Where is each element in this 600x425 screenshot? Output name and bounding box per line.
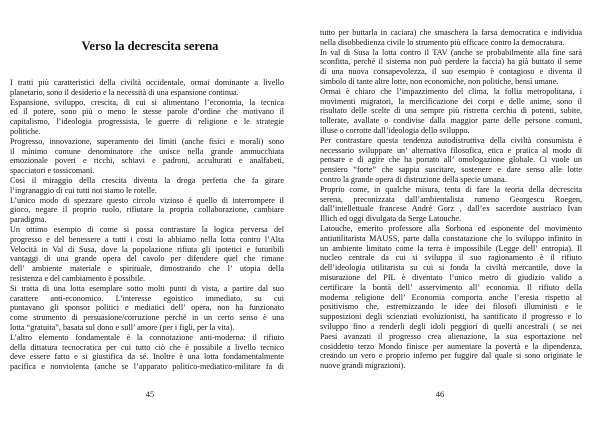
text-line: necessario sviluppare un’ alternativa filosofica, etica e pratica al modo di [320,145,582,155]
paragraph [320,185,582,224]
text-line: deve essere fatto e si giustifica da sé. Inoltre è una lotta fondamentalmente [10,352,284,362]
text-line: L’unico modo di spezzare questo circolo vizioso è quello di interrompere il [10,195,284,205]
text-line: sviluppo fino a renderli degli idoli peggiori di quelli ancestrali ( se nei [320,321,582,331]
text-line: emozionale poveri e ricchi, schiavi e padroni, acculturati e analfabeti, [10,156,284,166]
text-line: movimenti migratori, la mercificazione dei corpi e delle anime, sono il [320,96,582,106]
page-body [10,78,284,372]
text-line: spacciatori e tossicomani. [10,166,95,176]
text-line: Espansione, sviluppo, crescita, di cui si alimentano l’economia, la tecnica [10,97,284,107]
text-line: Paesi avanzati il progresso crea alienazione, la sua esportazione nel [320,331,582,341]
paragraph [10,333,284,372]
text-line: pacifica e nonviolenta (anche se l’apparato politico-mediatico-militare fa di [10,362,284,372]
paragraph [10,78,284,98]
text-line: politiche. [10,126,41,136]
text-line: Proprio come, in qualche misura, tenta di fare la teoria della decrescita [320,184,582,194]
text-line: In val di Susa la lotta contro il TAV (anche se probabilmente alla fine sarà [320,47,582,57]
paragraph [320,87,582,136]
text-line: I tratti più caratteristici della civiltà occidentale, ormai dominante a livello [10,78,284,87]
text-line: L’altro elemento fondamentale è la connotazione anti-moderna: il rifiuto [10,332,284,342]
text-line: ed il potere, sono più o meno le stesse parole d’ordine che motivano il [10,107,284,117]
paragraph [10,98,284,137]
text-line: nella disobbedienza civile lo strumento più efficace contro la democratura. [320,37,565,47]
text-line: Velocità in Val di Susa, dove la popolazione rifiuta gli ipotetici e futuribili [10,244,284,254]
text-line: l’ingranaggio di cui tutti noi siamo le rotelle. [10,185,157,195]
text-line: Latouche, emerito professore alla Sorbona ed esponente del movimento [320,223,582,233]
text-line: Progresso, innovazione, superamento dei limiti (anche fisici e morali) sono [10,136,284,146]
paragraph [320,48,582,87]
text-line: capitalismo, l’ideologia progressista, le guerre di religione e le strategie [10,117,284,127]
text-line: di una nuova consapevolezza, il suo esempio è contagioso e diventa il [320,67,582,77]
paragraph [10,196,284,225]
paragraph [10,225,284,284]
text-line: pensare e di agire che ha portato all’ omologazione globale. Ci vuole un [320,155,582,165]
text-line: Così il miraggio della crescita diventa la droga perfetta che fa girare [10,175,284,185]
page-right [300,0,600,425]
text-line: positivismo che, estremizzando le idee dei filosofi illuministi e le [320,302,582,312]
text-line: dell’ ambiente materiale e spirituale, dimostrando che l’ utopia della [10,264,284,274]
text-line: Per contrastare questa tendenza autodistruttiva della civiltà consumista è [320,135,582,145]
text-line: pensiero “forte” che sappia suscitare, sostenere e dare senso alle lotte [320,165,582,175]
paragraph [10,176,284,196]
text-line: supposizioni degli scienziati evoluzionisti, ha santificato il progresso e lo [320,312,582,322]
text-line: contro la grande opera di distruzione della specie umana. [320,174,507,184]
chapter-title: Verso la decrescita serena [81,39,219,53]
text-line: progresso e del benessere a tutti i costi lo abbiamo nella lotta contro l’Alta [10,234,284,244]
paragraph [10,284,284,333]
text-line: paradigma. [10,215,47,225]
text-line: Si tratta di una lotta esemplare sotto molti punti di vista, a partire dal suo [10,283,284,293]
text-line: tutto per buttarla in caciara) che smaschera la farsa democratica e individua [320,28,582,37]
paragraph [10,137,284,176]
text-line: risultato delle scelte di una sempre più ristretta cerchia di potenti, subite, [320,106,582,116]
text-line: nucleo centrale da cui si sviluppa il suo ragionamento è il rifiuto [320,253,582,263]
paragraph [320,136,582,185]
text-line: dall’intellettuale francese André Gorz , dall’ex sacerdote austriaco Ivan [320,204,582,214]
text-line: un ambiente limitato come la terra è impossibile (Legge dell’ entropia). Il [320,243,582,253]
text-line: planetario, sono il desiderio e la necessità di una espansione continua. [10,87,239,97]
text-line: resistenza e del cambiamento è possibile. [10,273,146,283]
text-line: illuse o corrotte dall’ideologia dello sviluppo. [320,125,470,135]
text-line: Illich ed oggi divulgata da Serge Latouche. [320,214,462,224]
text-line: certificare la bontà dell’ asservimento all’ economia. Il rifiuto della [320,282,582,292]
text-line: il minimo comune denominatore che unisce nella grande ammucchiata [10,146,284,156]
paragraph [320,224,582,371]
text-line: moderna religione dell’ Economia comporta anche l’eresia rispetto al [320,292,582,302]
text-line: carattere anti-economico. L’interesse egoistico immediato, su cui [10,293,284,303]
text-line: dell’ideologia utilitarista su cui si fonda la civiltà mercantile, dove la [320,263,582,273]
text-line: vantaggi di una grande opera del cavolo per difendere quel che rimane [10,254,284,264]
text-line: creando un vero e proprio inferno per fuggire dal quale si sono originate le [320,351,582,361]
text-line: cosiddetto terzo Mondo finisce per aumentare la povertà e la dipendenza, [320,341,582,351]
page-body [320,28,582,371]
text-line: gioco, negare il proprio ruolo, rifiutare la propria collaborazione, cambiare [10,205,284,215]
text-line: simbolo di tante altre lotte, non economiche, non politiche, bensì umane. [320,76,559,86]
text-line: serena, preconizzata dall’ambientalista rumeno Georgescu Roegen, [320,194,582,204]
page-number: 45 [145,389,155,399]
page-number: 46 [435,389,445,399]
text-line: come strumento di persuasione/corruzione perché in un certo senso è una [10,313,284,323]
text-line: della dittatura tecnocratica per cui tutto ciò che è possibile a livello tecnico [10,342,284,352]
text-line: puntavano gli sponsor politici e mediatici dell’ opera, non ha funzionato [10,303,284,313]
text-line: antiutilitarista MAUSS, parte dalla constatazione che lo sviluppo infinito in [320,233,582,243]
text-line: Ormai è chiaro che l’impazzimento del clima, la follia metropolitana, i [320,86,582,96]
text-line: misurazione del PIL è diventato l’unico metro di giudizio valido a [320,272,582,282]
text-line: Un ottimo esempio di come si possa contrastare la logica perversa del [10,224,284,234]
text-line: sconfitta, perché il sistema non può perdere la faccia) ha già buttato il seme [320,57,582,67]
paragraph [320,28,582,48]
text-line: nuove grandi migrazioni). [320,361,406,371]
text-line: tollerate, avallate o condivise dalla maggior parte delle persone comuni, [320,116,582,126]
text-line: lotta “gratuita”, basata sul dono e sull’ amore (per i figli, per la vita). [10,322,235,332]
